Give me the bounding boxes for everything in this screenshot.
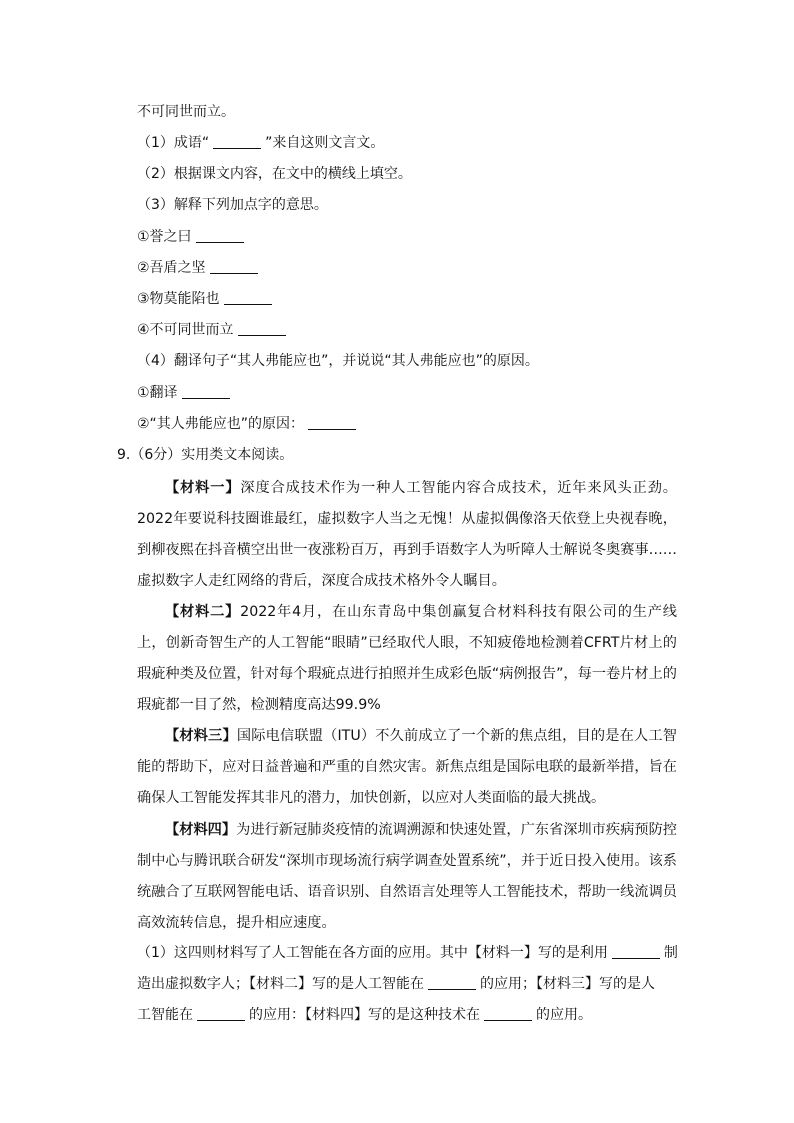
q4-item-2: [137, 414, 360, 434]
question-2: （2）根据课文内容，在文中的横线上填空。: [137, 166, 412, 182]
item-text: ④不可同世而立: [137, 322, 234, 338]
answer-blank[interactable]: [484, 1006, 532, 1021]
material-tag: 【材料一】: [165, 480, 241, 496]
item-text: ③物莫能陷也: [137, 291, 220, 307]
question-text: 工智能在: [137, 1007, 193, 1023]
question-3: （3）解释下列加点字的意思。: [137, 197, 328, 213]
question-text: ”来自这则文言文。: [265, 135, 385, 151]
answer-blank[interactable]: [182, 384, 230, 399]
material-1: [137, 473, 677, 597]
sub-question-1-line-2: [137, 974, 655, 994]
answer-blank[interactable]: [612, 944, 660, 959]
material-tag: 【材料二】: [165, 604, 241, 620]
answer-blank[interactable]: [238, 321, 286, 336]
material-3: [137, 721, 677, 814]
question-text: （1）这四则材料写了人工智能在各方面的应用。其中【材料一】写的是利用: [137, 945, 608, 961]
q4-item-1: [137, 383, 234, 403]
q3-item-3: [137, 289, 276, 309]
material-text: 深度合成技术作为一种人工智能内容合成技术，近年来风头正劲。2022年要说科技圈谁最红，虚拟数字人当之无愧！从虚拟偶像洛天依登上央视春晚，到柳夜熙在抖音横空出世一夜涨粉百万，再到手语数字人为听障人士解说冬奥赛事……虚拟数字人走红网络的背后，深度合成技术格外令人瞩目。: [137, 480, 677, 589]
material-tag: 【材料四】: [165, 822, 237, 838]
sub-question-1-line-1: [137, 943, 678, 963]
question-text: （1）成语“: [137, 135, 210, 151]
question-text: 制: [663, 945, 678, 961]
material-4: [137, 815, 677, 939]
question-4: （4）翻译句子“其人弗能应也”，并说说“其人弗能应也”的原因。: [137, 353, 539, 369]
text-line: 不可同世而立。: [137, 104, 235, 120]
answer-blank[interactable]: [428, 975, 476, 990]
sub-question-1-line-3: [137, 1005, 592, 1025]
question-1: [137, 133, 384, 153]
answer-blank[interactable]: [224, 290, 272, 305]
question-text: 的应用：【材料四】写的是这种技术在: [249, 1007, 480, 1023]
answer-blank[interactable]: [197, 1006, 245, 1021]
material-text: 2022年4月，在山东青岛中集创赢复合材料科技有限公司的生产线上，创新奇智生产的人工智能“眼睛”已经取代人眼，不知疲倦地检测着CFRT片材上的瑕疵种类及位置，针对每个瑕疵点进行拍照并生成彩色版“病例报告”，每一卷片材上的瑕疵都一目了然，检测精度高达99.9%: [137, 604, 677, 713]
answer-blank[interactable]: [308, 415, 356, 430]
q3-item-1: [137, 227, 248, 247]
answer-blank[interactable]: [196, 228, 244, 243]
item-text: ②吾盾之坚: [137, 260, 206, 276]
material-text: 国际电信联盟（ITU）不久前成立了一个新的焦点组，目的是在人工智能的帮助下，应对日益普遍和严重的自然灾害。新焦点组是国际电联的最新举措，旨在确保人工智能发挥其非凡的潜力，加快创新，以应对人类面临的最大挑战。: [137, 728, 677, 806]
q3-item-4: [137, 320, 290, 340]
answer-blank[interactable]: [210, 259, 258, 274]
item-text: ①翻译: [137, 385, 178, 401]
question-9-heading: 9.（6分）实用类文本阅读。: [117, 447, 294, 463]
material-text: 为进行新冠肺炎疫情的流调溯源和快速处置，广东省深圳市疾病预防控制中心与腾讯联合研发“深圳市现场流行病学调查处置系统”，并于近日投入使用。该系统融合了互联网智能电话、语音识别、自然语言处理等人工智能技术，帮助一线流调员高效流转信息，提升相应速度。: [137, 822, 677, 931]
answer-blank[interactable]: [213, 134, 261, 149]
question-text: 造出虚拟数字人；【材料二】写的是人工智能在: [137, 976, 424, 992]
q3-item-2: [137, 258, 262, 278]
material-2: [137, 597, 677, 721]
material-tag: 【材料三】: [165, 728, 237, 744]
question-text: 的应用；【材料三】写的是人: [480, 976, 655, 992]
item-text: ②“其人弗能应也”的原因：: [137, 416, 305, 432]
question-text: 的应用。: [536, 1007, 592, 1023]
item-text: ①誉之曰: [137, 229, 192, 245]
